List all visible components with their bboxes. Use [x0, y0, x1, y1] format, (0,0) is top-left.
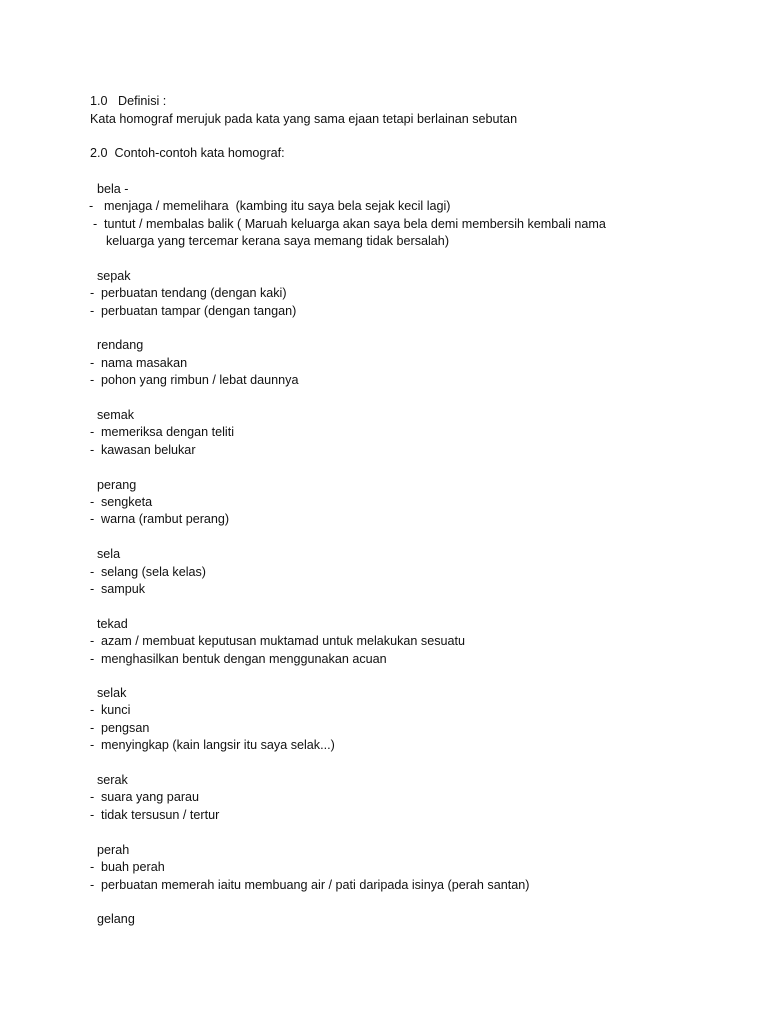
homograph-word: sela	[97, 547, 121, 561]
bullet-dash: -	[90, 808, 95, 822]
bullet-dash: -	[90, 703, 95, 717]
homograph-word: serak	[97, 773, 128, 787]
meaning-text: warna (rambut perang)	[101, 512, 230, 526]
meaning-text: menghasilkan bentuk dengan menggunakan acuan	[101, 652, 387, 666]
bullet-dash: -	[90, 860, 95, 874]
meaning-item	[90, 285, 287, 301]
meaning-text: suara yang parau	[101, 790, 200, 804]
bullet-dash: -	[90, 512, 95, 526]
bullet-dash: -	[90, 634, 95, 648]
meaning-text: perbuatan tendang (dengan kaki)	[101, 286, 287, 300]
bullet-dash: -	[90, 582, 95, 596]
meaning-text: tuntut / membalas balik ( Maruah keluarga akan saya bela demi membersih kembali nama	[104, 217, 606, 231]
section-2-title: Contoh-contoh kata homograf:	[114, 146, 285, 160]
meaning-item	[90, 633, 465, 649]
meaning-item	[90, 702, 130, 718]
meaning-item	[90, 355, 187, 371]
meaning-text: perbuatan memerah iaitu membuang air / pati daripada isinya (perah santan)	[101, 878, 530, 892]
meaning-text: kawasan belukar	[101, 443, 196, 457]
homograph-word: sepak	[97, 269, 131, 283]
section-2-heading	[90, 145, 285, 161]
meaning-item	[93, 216, 606, 232]
meaning-item	[90, 859, 165, 875]
meaning-text: sengketa	[101, 495, 153, 509]
definition-text: Kata homograf merujuk pada kata yang sama ejaan tetapi berlainan sebutan	[90, 112, 518, 126]
meaning-text: menjaga / memelihara (kambing itu saya bela sejak kecil lagi)	[104, 199, 451, 213]
bullet-dash: -	[90, 878, 95, 892]
homograph-word: gelang	[97, 912, 135, 926]
meaning-item	[89, 198, 451, 214]
meaning-item	[90, 372, 298, 388]
meaning-item	[90, 511, 229, 527]
meaning-text: menyingkap (kain langsir itu saya selak...)	[101, 738, 335, 752]
bullet-dash: -	[90, 356, 95, 370]
bullet-dash: -	[90, 443, 95, 457]
meaning-text: sampuk	[101, 582, 146, 596]
homograph-word: selak	[97, 686, 127, 700]
meaning-item	[90, 737, 335, 753]
section-1-number: 1.0	[90, 94, 108, 108]
meaning-item	[90, 807, 219, 823]
bullet-dash: -	[89, 199, 94, 213]
bullet-dash: -	[90, 790, 95, 804]
homograph-word: perah	[97, 843, 130, 857]
meaning-text: nama masakan	[101, 356, 188, 370]
bullet-dash: -	[90, 286, 95, 300]
homograph-word: tekad	[97, 617, 128, 631]
bullet-dash: -	[90, 425, 95, 439]
meaning-text: tidak tersusun / tertur	[101, 808, 220, 822]
homograph-word: perang	[97, 478, 137, 492]
bullet-dash: -	[90, 738, 95, 752]
section-2-number: 2.0	[90, 146, 108, 160]
meaning-text: perbuatan tampar (dengan tangan)	[101, 304, 297, 318]
homograph-word: bela -	[97, 182, 129, 196]
homograph-word: rendang	[97, 338, 144, 352]
bullet-dash: -	[90, 652, 95, 666]
meaning-text: azam / membuat keputusan muktamad untuk melakukan sesuatu	[101, 634, 466, 648]
meaning-text: pengsan	[101, 721, 150, 735]
meaning-item	[90, 877, 529, 893]
meaning-text: buah perah	[101, 860, 165, 874]
meaning-text: kunci	[101, 703, 131, 717]
meaning-item	[90, 303, 296, 319]
bullet-dash: -	[93, 217, 98, 231]
meaning-continuation: keluarga yang tercemar kerana saya memang tidak bersalah)	[106, 234, 450, 248]
meaning-item	[90, 581, 145, 597]
section-1-heading	[90, 93, 166, 109]
meaning-item	[90, 424, 234, 440]
meaning-text: selang (sela kelas)	[101, 565, 206, 579]
bullet-dash: -	[90, 304, 95, 318]
meaning-item	[90, 651, 387, 667]
bullet-dash: -	[90, 373, 95, 387]
bullet-dash: -	[90, 565, 95, 579]
meaning-item	[90, 494, 152, 510]
meaning-text: memeriksa dengan teliti	[101, 425, 234, 439]
meaning-item	[90, 789, 199, 805]
section-1-title: Definisi :	[118, 94, 167, 108]
bullet-dash: -	[90, 495, 95, 509]
meaning-item	[90, 442, 196, 458]
meaning-text: pohon yang rimbun / lebat daunnya	[101, 373, 299, 387]
homograph-word: semak	[97, 408, 135, 422]
meaning-item	[90, 720, 149, 736]
meaning-item	[90, 564, 206, 580]
bullet-dash: -	[90, 721, 95, 735]
